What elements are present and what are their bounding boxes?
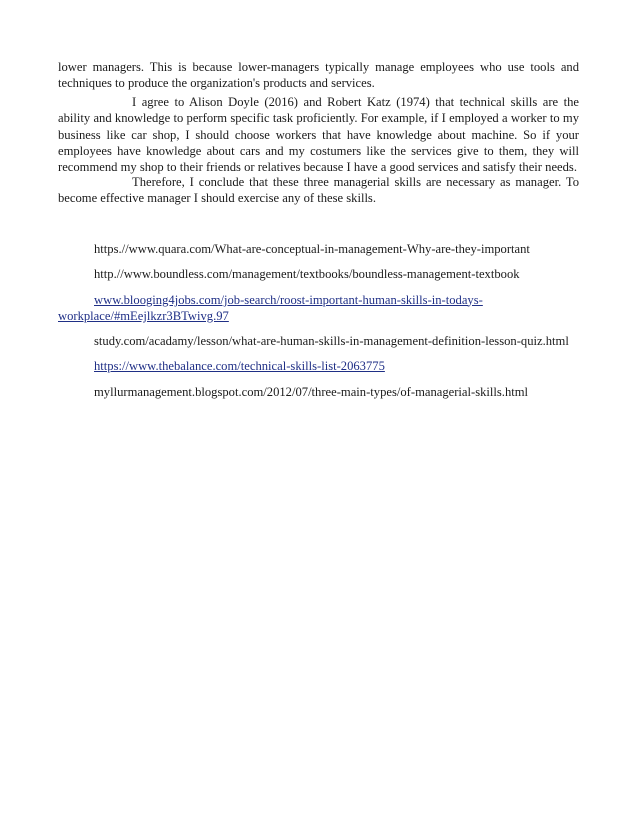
paragraph-lower-managers: lower managers. This is because lower-managers typically manage employees who use tools and techniques to produce the organization's products and services. (58, 60, 579, 91)
references-list (58, 241, 588, 409)
reference-quara: https.//www.quara.com/What-are-conceptual-in-management-Why-are-they-important (94, 242, 530, 256)
reference-boundless: http.//www.boundless.com/management/textbooks/boundless-management-textbook (94, 267, 520, 282)
reference-myllur: myllurmanagement.blogspot.com/2012/07/three-main-types/of-managerial-skills.html (94, 384, 529, 399)
paragraph-technical-skills: I agree to Alison Doyle (2016) and Robert Katz (1974) that technical skills are the ability and knowledge to perform specific task proficiently. For example, if I employed a worker to my business like car shop, I should choose workers that have knowledge about machine. So if your employees have knowledge about cars and my costumers like the services give to them, they will recommend my shop to their friends or relatives because I have a good services and satisfy their needs. (58, 95, 579, 175)
reference-link-thebalance[interactable]: https://www.thebalance.com/technical-skills-list-2063775 (94, 359, 385, 374)
reference-link-blooging4jobs[interactable]: www.blooging4jobs.com/job-search/roost-important-human-skills-in-todays-workplace/#mEejlkzr3BTwivg.97 (58, 292, 483, 323)
reference-study: study.com/acadamy/lesson/what-are-human-skills-in-management-definition-lesson-quiz.html (94, 334, 569, 349)
paragraph-conclusion: Therefore, I conclude that these three managerial skills are necessary as manager. To become effective manager I should exercise any of these skills. (58, 175, 579, 206)
